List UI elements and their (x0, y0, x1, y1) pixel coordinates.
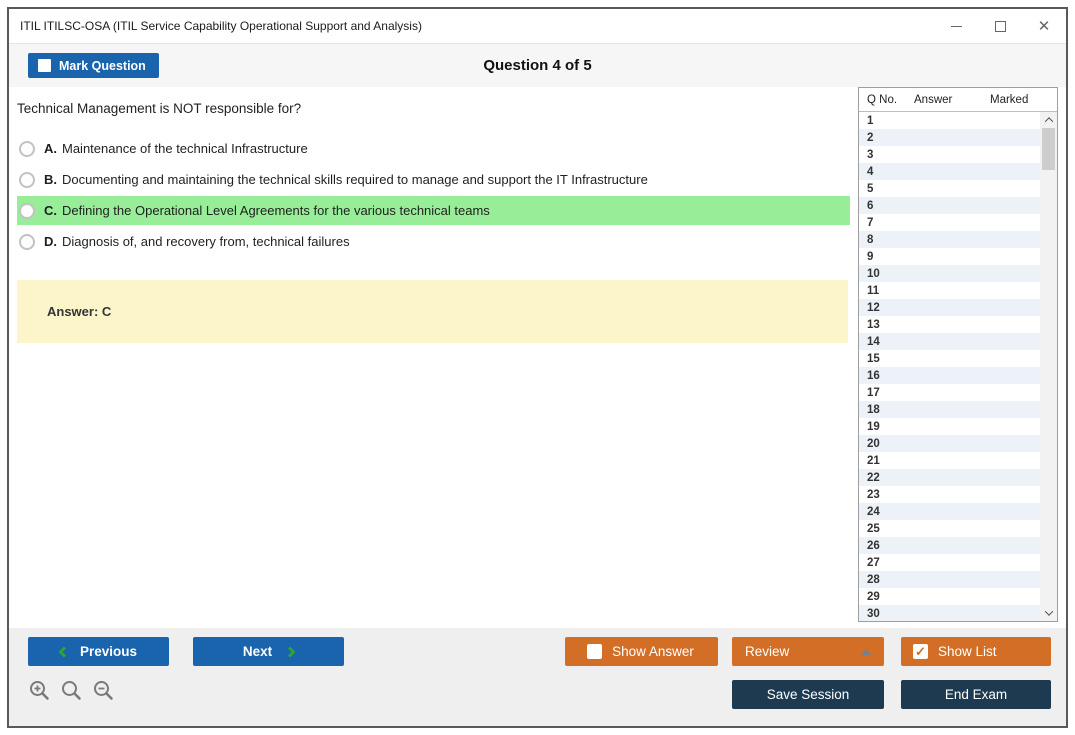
end-exam-button[interactable] (901, 680, 1051, 709)
question-list-row[interactable] (859, 537, 1040, 554)
question-number: 17 (867, 386, 880, 399)
question-number: 4 (867, 165, 874, 178)
question-number: 21 (867, 454, 880, 467)
question-list-row[interactable] (859, 197, 1040, 214)
question-list-panel (858, 87, 1058, 622)
column-marked: Marked (990, 93, 1029, 106)
option-c-radio[interactable] (19, 203, 35, 219)
window-controls (934, 9, 1066, 43)
question-list-row[interactable] (859, 163, 1040, 180)
question-list-body (859, 112, 1040, 621)
mark-question-button[interactable] (28, 53, 159, 78)
chevron-right-icon (284, 646, 295, 657)
scroll-down-arrow[interactable] (1040, 605, 1057, 621)
question-counter: Question 4 of 5 (483, 57, 592, 74)
next-label: Next (242, 644, 273, 659)
question-number: 23 (867, 488, 880, 501)
chevron-down-icon (1044, 607, 1052, 615)
question-number: 20 (867, 437, 880, 450)
question-list-row[interactable] (859, 299, 1040, 316)
answer-text: Answer: C (47, 304, 112, 319)
save-session-label: Save Session (766, 687, 850, 702)
option-b-letter: B. (44, 172, 57, 187)
options-list (17, 134, 850, 256)
option-row-a[interactable] (17, 134, 850, 163)
question-list-row[interactable] (859, 214, 1040, 231)
zoom-reset-icon[interactable] (60, 679, 84, 703)
question-number: 30 (867, 607, 880, 620)
question-number: 27 (867, 556, 880, 569)
question-pane (17, 87, 850, 628)
column-qno: Q No. (867, 93, 898, 106)
review-button[interactable] (732, 637, 884, 666)
question-list-row[interactable] (859, 333, 1040, 350)
question-list-row[interactable] (859, 520, 1040, 537)
review-label: Review (745, 644, 790, 659)
show-answer-label: Show Answer (612, 644, 694, 659)
show-answer-checkbox[interactable] (587, 644, 602, 659)
question-number: 2 (867, 131, 874, 144)
question-number: 16 (867, 369, 880, 382)
question-list-row[interactable] (859, 384, 1040, 401)
question-list-scrollbar[interactable] (1040, 112, 1057, 621)
question-list-row[interactable] (859, 146, 1040, 163)
option-d-letter: D. (44, 234, 57, 249)
show-answer-button[interactable] (565, 637, 718, 666)
question-list-row[interactable] (859, 180, 1040, 197)
question-list-row[interactable] (859, 503, 1040, 520)
question-number: 11 (867, 284, 880, 297)
option-c-text: Defining the Operational Level Agreements for the various technical teams (62, 203, 490, 218)
question-number: 7 (867, 216, 874, 229)
question-number: 1 (867, 114, 874, 127)
mark-question-checkbox[interactable] (38, 59, 51, 72)
option-c-letter: C. (44, 203, 57, 218)
question-list-row[interactable] (859, 112, 1040, 129)
question-number: 29 (867, 590, 880, 603)
question-number: 8 (867, 233, 874, 246)
question-number: 3 (867, 148, 874, 161)
scroll-up-arrow[interactable] (1040, 112, 1057, 128)
question-number: 6 (867, 199, 874, 212)
previous-button[interactable] (28, 637, 169, 666)
scrollbar-thumb[interactable] (1042, 128, 1055, 170)
question-number: 25 (867, 522, 880, 535)
show-list-button[interactable] (901, 637, 1051, 666)
option-a-letter: A. (44, 141, 57, 156)
question-number: 24 (867, 505, 880, 518)
option-b-text: Documenting and maintaining the technical skills required to manage and support the IT Infrastructure (62, 172, 648, 187)
question-number: 18 (867, 403, 880, 416)
question-list-row[interactable] (859, 129, 1040, 146)
question-number: 5 (867, 182, 874, 195)
chevron-left-icon (58, 646, 69, 657)
window-title: ITIL ITILSC-OSA (ITIL Service Capability Operational Support and Analysis) (20, 19, 422, 33)
zoom-out-icon[interactable] (92, 679, 116, 703)
question-number: 9 (867, 250, 874, 263)
save-session-button[interactable] (732, 680, 884, 709)
question-list-row[interactable] (859, 435, 1040, 452)
question-list-row[interactable] (859, 588, 1040, 605)
question-number: 22 (867, 471, 880, 484)
chevron-up-icon (1044, 117, 1052, 125)
content-area (9, 87, 1066, 628)
question-list-row[interactable] (859, 350, 1040, 367)
question-number: 26 (867, 539, 880, 552)
option-row-d[interactable] (17, 227, 850, 256)
question-list-row[interactable] (859, 231, 1040, 248)
question-list-row[interactable] (859, 452, 1040, 469)
question-list-header (859, 88, 1057, 112)
question-list-row[interactable] (859, 367, 1040, 384)
maximize-icon (995, 21, 1006, 32)
question-number: 13 (867, 318, 880, 331)
question-list-row[interactable] (859, 571, 1040, 588)
question-list-row[interactable] (859, 401, 1040, 418)
mark-question-label: Mark Question (59, 58, 146, 73)
question-list-row[interactable] (859, 469, 1040, 486)
option-row-b[interactable] (17, 165, 850, 194)
close-button[interactable] (1022, 9, 1066, 43)
zoom-in-icon[interactable] (28, 679, 52, 703)
footer-bar (9, 628, 1066, 726)
column-answer: Answer (914, 93, 953, 106)
question-number: 19 (867, 420, 880, 433)
close-icon: ✕ (1037, 17, 1051, 35)
question-list-row[interactable] (859, 248, 1040, 265)
next-button[interactable] (193, 637, 344, 666)
maximize-button[interactable] (978, 9, 1022, 43)
question-number: 12 (867, 301, 880, 314)
header-bar (9, 43, 1066, 87)
question-list-row[interactable] (859, 265, 1040, 282)
question-number: 10 (867, 267, 880, 280)
question-number: 14 (867, 335, 880, 348)
caret-up-icon (861, 649, 871, 655)
zoom-tools (28, 679, 116, 703)
answer-box (17, 280, 848, 343)
question-number: 15 (867, 352, 880, 365)
question-text: Technical Management is NOT responsible for? (17, 101, 302, 116)
option-a-radio[interactable] (19, 141, 35, 157)
show-list-checkbox[interactable]: ✓ (913, 644, 928, 659)
option-b-radio[interactable] (19, 172, 35, 188)
question-list-row[interactable] (859, 486, 1040, 503)
question-list-row[interactable] (859, 418, 1040, 435)
question-list-row[interactable] (859, 554, 1040, 571)
option-a-text: Maintenance of the technical Infrastructure (62, 141, 308, 156)
title-bar (9, 9, 1066, 43)
end-exam-label: End Exam (944, 687, 1008, 702)
app-window (7, 7, 1068, 728)
question-list-row[interactable] (859, 316, 1040, 333)
option-row-c[interactable] (17, 196, 850, 225)
question-list-row[interactable] (859, 605, 1040, 621)
option-d-radio[interactable] (19, 234, 35, 250)
show-list-label: Show List (938, 644, 997, 659)
question-list-row[interactable] (859, 282, 1040, 299)
minimize-button[interactable] (934, 9, 978, 43)
minimize-icon (951, 26, 962, 27)
option-d-text: Diagnosis of, and recovery from, technical failures (62, 234, 350, 249)
previous-label: Previous (79, 644, 138, 659)
question-number: 28 (867, 573, 880, 586)
